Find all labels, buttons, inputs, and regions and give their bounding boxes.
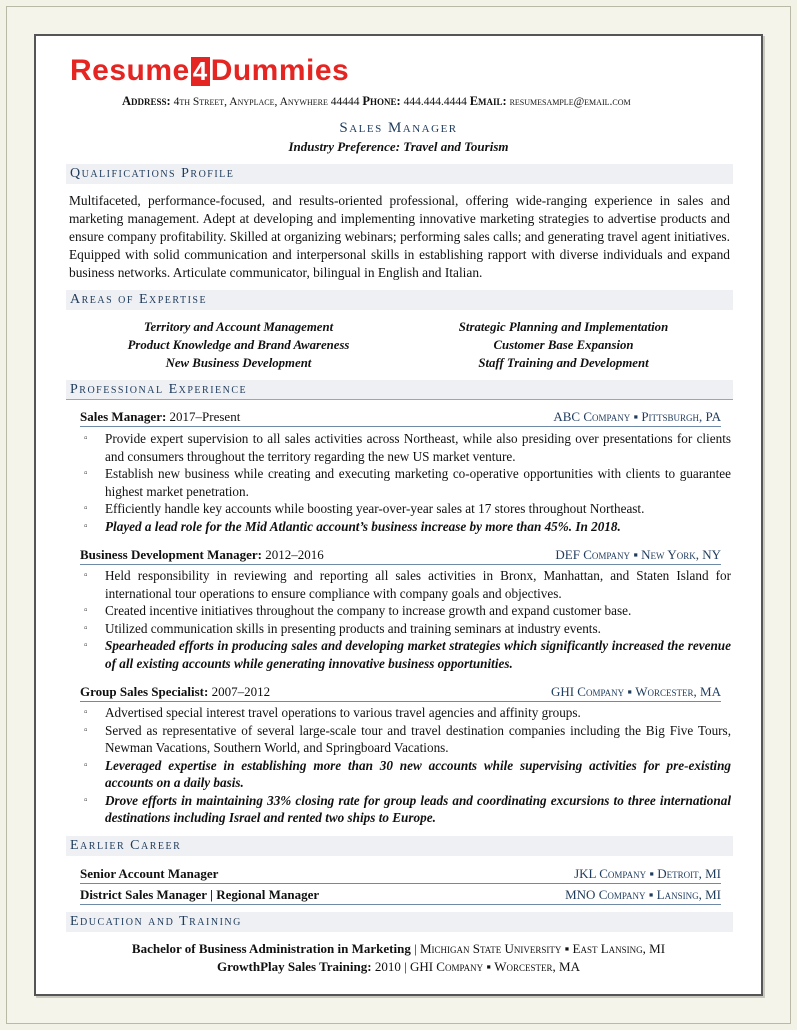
address-label: Address:	[122, 94, 171, 108]
job-header	[80, 546, 721, 565]
job-bullets	[80, 567, 731, 672]
bullet-text: Held responsibility in reviewing and reporting all sales activities in Bronx, Manhattan, and Staten Island for international tour operations to ensure compliance with company goals and objectives.	[105, 568, 731, 601]
expertise-item: Customer Base Expansion	[493, 338, 634, 352]
bullet-marker-icon: ▫	[84, 794, 88, 806]
bullet-text: Served as representative of several large-scale tour and travel destination companies including the Big Five Tours, Newman Vacations, Southern World, and Springboard Vacations.	[105, 722, 731, 755]
logo-four-box: 4	[192, 55, 208, 86]
job-bullet	[80, 704, 731, 722]
company-location: Lansing, MI	[656, 887, 721, 902]
job-bullets	[80, 430, 731, 535]
logo-text-dummies: Dummies	[210, 54, 350, 87]
separator-bar: |	[404, 959, 407, 974]
bullet-marker-icon: ▫	[84, 570, 88, 581]
company-location: Detroit, MI	[657, 866, 721, 881]
job-company	[565, 886, 721, 903]
expertise-item: Strategic Planning and Implementation	[458, 320, 669, 334]
school-name: Michigan State University	[419, 941, 562, 956]
bullet-marker-icon: ▫	[84, 622, 88, 634]
company-name: JKL Company	[574, 866, 647, 881]
company-location: Pittsburgh, PA	[641, 409, 721, 424]
separator-dot: ▪	[633, 547, 638, 562]
bullet-marker-icon: ▫	[84, 520, 88, 532]
job-company	[555, 546, 721, 563]
bullet-marker-icon: ▫	[84, 640, 88, 651]
company-location: Worcester, MA	[635, 684, 721, 699]
expertise-item: Territory and Account Management	[143, 320, 334, 334]
expertise-item: New Business Development	[165, 356, 312, 370]
job-bullet	[80, 620, 731, 638]
job-role	[80, 886, 319, 903]
job-title-text: Group Sales Specialist:	[80, 684, 209, 699]
section-qualifications-profile: Qualifications Profile	[66, 164, 733, 184]
job-bullet	[80, 792, 731, 827]
job-bullet	[80, 637, 731, 672]
separator-dot: ▪	[648, 887, 654, 902]
separator-dot: ▪	[486, 959, 492, 974]
bullet-text: Advertised special interest travel operations to various travel agencies and affinity groups.	[105, 705, 581, 720]
bullet-text: Created incentive initiatives throughout the company to increase growth and expand customer base.	[105, 603, 632, 618]
earlier-role-row	[80, 886, 721, 905]
job-role	[80, 683, 270, 700]
section-areas-of-expertise: Areas of Expertise	[66, 290, 733, 310]
bullet-text: Drove efforts in maintaining 33% closing rate for group leads and coordinating excursions to three international destinations including Israel and rented two ships to Europe.	[105, 792, 731, 825]
bullet-text: Provide expert supervision to all sales activities across Northeast, while also presiding over presentations for clients and consumers throughout the territory regarding the new US market venture.	[105, 431, 731, 464]
expertise-item: Product Knowledge and Brand Awareness	[127, 338, 350, 352]
company-name: MNO Company	[565, 887, 646, 902]
bullet-text: Leveraged expertise in establishing more than 30 new accounts while supervising activities for pre-existing accounts on a daily basis.	[105, 757, 731, 790]
bullet-text: Spearheaded efforts in producing sales and developing market strategies which significantly increased the revenue of all existing accounts while generating innovative business opportunities.	[105, 638, 731, 671]
job-bullet	[80, 430, 731, 465]
education-line	[36, 958, 761, 976]
company-name: DEF Company	[555, 547, 631, 562]
job-bullet	[80, 757, 731, 792]
separator-dot: ▪	[564, 941, 570, 956]
bullet-text: Establish new business while creating and executing marketing co-operative opportunities with clients to guarantee highest market penetration.	[105, 466, 731, 499]
job-title-text: District Sales Manager | Regional Manager	[80, 887, 320, 902]
bullet-marker-icon: ▫	[84, 468, 88, 479]
job-dates: 2012–2016	[265, 547, 324, 562]
job-bullet	[80, 722, 731, 757]
email-label: Email:	[469, 94, 507, 108]
school-location: East Lansing, MI	[572, 941, 666, 956]
job-company	[551, 683, 721, 700]
bullet-text: Efficiently handle key accounts while boosting year-over-year sales at 17 stores throughout Northeast.	[105, 501, 645, 516]
section-education-and-training: Education and Training	[66, 912, 733, 932]
title-block	[36, 120, 761, 155]
bullet-marker-icon: ▫	[84, 433, 88, 444]
resume-page	[34, 34, 763, 996]
separator-bar: |	[414, 941, 417, 956]
address-value: 4th Street, Anyplace, Anywhere 44444	[173, 96, 360, 108]
education-line	[36, 940, 761, 958]
job-bullet	[80, 518, 731, 536]
company-location: New York, NY	[641, 547, 721, 562]
bullet-marker-icon: ▫	[84, 724, 88, 736]
job-company	[553, 408, 721, 425]
bullet-marker-icon: ▫	[84, 707, 88, 718]
separator-dot: ▪	[627, 684, 633, 699]
job-title-text: Sales Manager:	[80, 409, 167, 424]
bullet-marker-icon: ▫	[84, 503, 88, 514]
email-value[interactable]: resumesample@email.com	[509, 96, 631, 108]
job-dates: 2007–2012	[211, 684, 271, 699]
company-name: GHI Company	[550, 684, 625, 699]
bullet-marker-icon: ▫	[84, 605, 88, 616]
qualifications-paragraph: Multifaceted, performance-focused, and results-oriented professional, offering wide-ranging experience in sales and marketing management. Adept at developing and implementing innovative marketing strategies to advertise products and ensure company profitability. Skilled at organizing webinars; performing sales calls; and generating travel agent initiatives. Equipped with solid communication and interpersonal skills in establishing rapport with diverse individuals and expand business networks. Articulate communicator, bilingual in English and Italian.	[69, 193, 730, 280]
job-bullet	[80, 567, 731, 602]
contact-line	[122, 94, 732, 109]
separator-dot: ▪	[633, 409, 639, 424]
bullet-text: Played a lead role for the Mid Atlantic account’s business increase by more than 45%. In 2018.	[105, 518, 621, 534]
bullet-marker-icon: ▫	[84, 759, 88, 771]
job-role	[80, 408, 240, 425]
section-professional-experience: Professional Experience	[66, 380, 733, 400]
job-bullets	[80, 704, 731, 827]
training-year: 2010	[374, 959, 401, 974]
job-title: Sales Manager	[339, 120, 458, 136]
school-location: Worcester, MA	[494, 959, 580, 974]
section-earlier-career: Earlier Career	[66, 836, 733, 856]
job-title-text: Business Development Manager:	[80, 547, 262, 562]
phone-value: 444.444.4444	[403, 96, 467, 108]
job-bullet	[80, 500, 731, 518]
industry-preference: Industry Preference: Travel and Tourism	[288, 139, 509, 154]
training-name: GrowthPlay Sales Training:	[217, 959, 372, 974]
resume4dummies-logo	[70, 56, 349, 86]
phone-label: Phone:	[362, 94, 401, 108]
company-name: ABC Company	[553, 409, 631, 424]
job-bullet	[80, 602, 731, 620]
job-company	[574, 865, 721, 882]
job-header	[80, 683, 721, 702]
job-dates: 2017–Present	[169, 409, 241, 424]
school-name: GHI Company	[409, 959, 484, 974]
degree-name: Bachelor of Business Administration in Marketing	[131, 941, 411, 956]
job-bullet	[80, 465, 731, 500]
earlier-role-row	[80, 865, 721, 884]
separator-dot: ▪	[649, 866, 654, 881]
logo-text-resume: Resume	[70, 54, 190, 87]
job-title-text: Senior Account Manager	[80, 866, 219, 881]
expertise-grid	[96, 318, 706, 372]
job-role	[80, 546, 324, 563]
job-header	[80, 408, 721, 427]
job-role	[80, 865, 218, 882]
bullet-text: Utilized communication skills in presenting products and training seminars at industry events.	[105, 620, 601, 636]
expertise-item: Staff Training and Development	[478, 356, 649, 370]
